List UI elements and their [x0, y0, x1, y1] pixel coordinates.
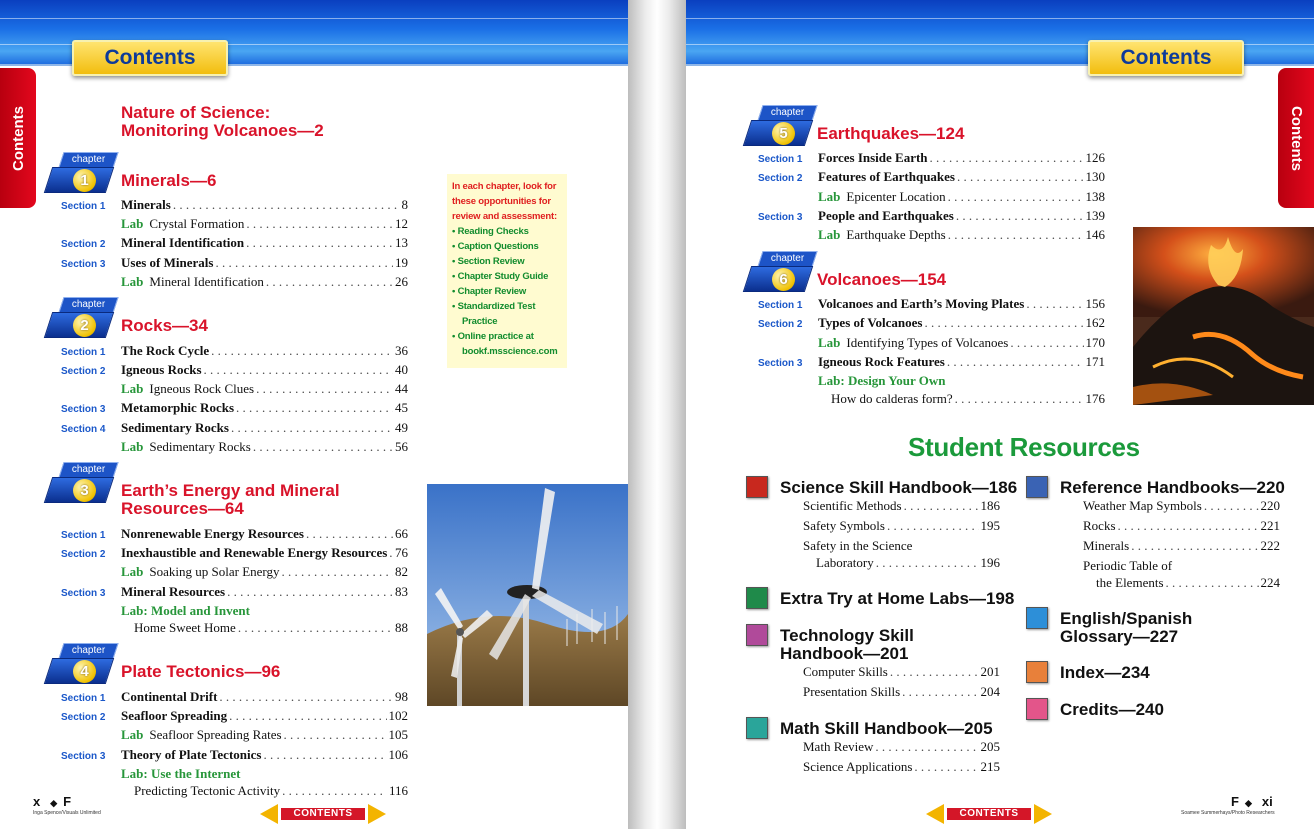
entry-title: People and Earthquakes: [818, 208, 954, 223]
entry-title: Minerals: [121, 197, 171, 212]
page-number: 82: [395, 564, 408, 579]
section-label: Section 3: [758, 358, 803, 369]
page-number: 138: [1085, 189, 1105, 204]
volcano-photo: [1133, 227, 1314, 405]
chapter-word: chapter: [71, 645, 106, 656]
page-number: 171: [1085, 354, 1105, 369]
title-line: Monitoring Volcanoes—2: [121, 121, 324, 140]
resource-entry[interactable]: [1096, 575, 1280, 593]
resource-entry[interactable]: [803, 498, 1000, 516]
page-number: 130: [1085, 169, 1105, 184]
chapter-title[interactable]: Volcanoes—154: [817, 270, 947, 289]
review-note-box: [447, 174, 567, 368]
note-item: • Standardized Test Practice: [452, 301, 536, 327]
side-tab-label: Contents: [1287, 105, 1305, 171]
lab-label: Lab: [121, 381, 144, 396]
dot-leader: [930, 150, 1084, 166]
toc-entry[interactable]: [61, 727, 408, 745]
note-item: • Online practice at bookf.msscience.com: [452, 331, 558, 357]
page-number: 126: [1085, 150, 1105, 165]
resource-color-swatch: [746, 587, 768, 609]
book-letter: F: [63, 794, 72, 809]
note-items: [452, 224, 562, 359]
entry-title: Computer Skills: [803, 664, 888, 679]
section-label: Section 1: [61, 201, 106, 212]
lab-label: Lab: [121, 439, 144, 454]
entry-title: Continental Drift: [121, 689, 218, 704]
entry-title: Seafloor Spreading: [121, 708, 228, 723]
chapter-word: chapter: [770, 253, 805, 264]
entry-title: The Rock Cycle: [121, 343, 210, 358]
dot-leader: [902, 684, 978, 700]
section-label: Section 3: [61, 259, 106, 270]
entry-title: Mineral Identification: [121, 235, 245, 250]
folio: F ◆ xi: [1231, 794, 1273, 809]
page-number: 196: [980, 555, 1000, 570]
page-number: 44: [395, 381, 408, 396]
dot-leader: [948, 227, 1084, 243]
chapter-badge: [48, 152, 118, 194]
dot-leader: [948, 189, 1084, 205]
dot-leader: [876, 555, 979, 571]
photo-credit: Soamee Summerhays/Photo Researchers: [1181, 810, 1275, 816]
next-arrow-icon[interactable]: [368, 804, 386, 824]
resource-title[interactable]: Index—234: [1060, 663, 1150, 682]
page-number: 83: [395, 584, 408, 599]
title-line: Nature of Science:: [121, 103, 271, 122]
page-number: 49: [395, 420, 408, 435]
entry-title: Scientific Methods: [803, 498, 902, 513]
page-number: 222: [1260, 538, 1280, 553]
entry-title: Igneous Rock Clues: [149, 381, 255, 396]
page-number: 205: [980, 739, 1000, 754]
resource-color-swatch: [1026, 476, 1048, 498]
chapter-word: chapter: [71, 154, 106, 165]
dot-leader: [204, 362, 393, 378]
page-number: 105: [388, 727, 408, 742]
entry-title: Sedimentary Rocks: [149, 439, 251, 454]
contents-button-label[interactable]: CONTENTS: [280, 807, 366, 821]
entry-title: Nonrenewable Energy Resources: [121, 526, 304, 541]
section-label: Section 2: [758, 319, 803, 330]
section-label: Section 2: [61, 549, 106, 560]
page-number: 12: [395, 216, 408, 231]
section-label: Section 2: [61, 712, 106, 723]
lab-heading: Lab: Use the Internet: [121, 766, 241, 781]
page-number: 139: [1085, 208, 1105, 223]
side-tab-label: Contents: [9, 105, 27, 171]
section-label: Section 4: [61, 424, 106, 435]
page-number: 66: [395, 526, 408, 541]
page-number: 201: [980, 664, 1000, 679]
chapter-badge: [747, 105, 817, 147]
lab-label: Lab: [818, 227, 841, 242]
resource-entry[interactable]: [803, 664, 1000, 682]
chapter-badge: [48, 462, 118, 504]
chapter-title[interactable]: Plate Tectonics—96: [121, 662, 281, 681]
resource-entry[interactable]: [803, 518, 1000, 536]
toc-entry[interactable]: [758, 315, 1105, 333]
chapter-title[interactable]: Rocks—34: [121, 316, 208, 335]
toc-entry[interactable]: [61, 708, 408, 726]
entry-title: Sedimentary Rocks: [121, 420, 229, 435]
resource-title[interactable]: Extra Try at Home Labs—198: [780, 589, 1015, 608]
entry-title: the Elements: [1096, 575, 1164, 590]
entry-title: Laboratory: [816, 555, 874, 570]
contents-header-label: Contents: [1120, 46, 1212, 69]
page-number: 176: [1085, 391, 1105, 406]
page-number: 162: [1085, 315, 1105, 330]
dot-leader: [284, 727, 387, 743]
page-number: 102: [388, 708, 408, 723]
toc-entry[interactable]: [61, 584, 408, 602]
entry-title: Mineral Identification: [149, 274, 264, 289]
toc-entry[interactable]: [61, 526, 408, 544]
section-label: Section 3: [61, 751, 106, 762]
dot-leader: [282, 564, 393, 580]
entry-title: Safety in the Science: [803, 538, 913, 553]
entry-title: Types of Volcanoes: [818, 315, 923, 330]
chapter-number: 5: [772, 122, 795, 145]
entry-title: Theory of Plate Tectonics: [121, 747, 262, 762]
toc-entry[interactable]: [61, 689, 408, 707]
page-number: 221: [1260, 518, 1280, 533]
toc-entry[interactable]: [758, 169, 1105, 187]
resource-color-swatch: [746, 717, 768, 739]
toc-entry[interactable]: [758, 189, 1105, 207]
entry-title: Soaking up Solar Energy: [149, 564, 280, 579]
left-page: [0, 0, 628, 829]
dot-leader: [389, 545, 393, 561]
toc-entry[interactable]: [758, 150, 1105, 168]
contents-nav-button[interactable]: [260, 802, 386, 826]
toc-entry[interactable]: [758, 391, 1105, 409]
page-number: 170: [1085, 335, 1105, 350]
page-number: 146: [1085, 227, 1105, 242]
toc-entry[interactable]: [61, 362, 408, 380]
dot-leader: [1010, 335, 1083, 351]
page-number: 36: [395, 343, 408, 358]
toc-entry[interactable]: [61, 439, 408, 457]
resource-entry[interactable]: [803, 759, 1000, 777]
chapter-number: 1: [73, 169, 96, 192]
page-number: 26: [395, 274, 408, 289]
folio: x ◆ F: [33, 794, 72, 809]
entry-title: Features of Earthquakes: [818, 169, 955, 184]
dot-leader: [238, 620, 393, 636]
entry-title: Seafloor Spreading Rates: [149, 727, 282, 742]
resource-color-swatch: [1026, 607, 1048, 629]
chapter-badge: [747, 251, 817, 293]
chapter-title[interactable]: [121, 482, 340, 518]
page-number: 215: [980, 759, 1000, 774]
resource-entry[interactable]: [1083, 498, 1280, 516]
dot-leader: [215, 255, 393, 271]
resource-title[interactable]: [780, 627, 914, 663]
resource-entry[interactable]: [1083, 518, 1280, 536]
section-label: Section 1: [61, 347, 106, 358]
section-label: Section 1: [758, 154, 803, 165]
entry-title: Uses of Minerals: [121, 255, 214, 270]
toc-entry[interactable]: [61, 274, 408, 292]
note-item: • Chapter Study Guide: [452, 271, 549, 282]
resource-color-swatch: [746, 476, 768, 498]
page-number: 88: [395, 620, 408, 635]
side-tab[interactable]: [0, 68, 36, 208]
book-letter: F: [1231, 794, 1239, 809]
lab-label: Lab: [121, 564, 144, 579]
prev-arrow-icon[interactable]: [260, 804, 278, 824]
resource-entry[interactable]: [803, 739, 1000, 757]
toc-entry[interactable]: [61, 603, 408, 621]
resource-title[interactable]: Math Skill Handbook—205: [780, 719, 993, 738]
section-label: Section 2: [61, 366, 106, 377]
page-number: 45: [395, 400, 408, 415]
entry-title: Minerals: [1083, 538, 1130, 553]
dot-leader: [925, 315, 1084, 331]
section-label: Section 3: [758, 212, 803, 223]
dot-leader: [246, 235, 393, 251]
chapter-word: chapter: [770, 107, 805, 118]
lab-heading: Lab: Model and Invent: [121, 603, 250, 618]
entry-title: Predicting Tectonic Activity: [134, 783, 281, 798]
resource-entry[interactable]: [803, 684, 1000, 702]
toc-entry[interactable]: [61, 545, 408, 563]
dot-leader: [1118, 518, 1259, 534]
title-line: Handbook—201: [780, 644, 909, 663]
title-line: English/Spanish: [1060, 609, 1193, 628]
dot-leader: [236, 400, 393, 416]
chapter-number: 3: [73, 479, 96, 502]
entry-title: Inexhaustible and Renewable Energy Resources: [121, 545, 388, 560]
dot-leader: [211, 343, 393, 359]
entry-title: Home Sweet Home: [134, 620, 236, 635]
title-line: Glossary—227: [1060, 627, 1179, 646]
contents-nav-button[interactable]: [926, 802, 1052, 826]
dot-leader: [263, 747, 386, 763]
entry-title: Weather Map Symbols: [1083, 498, 1202, 513]
dot-leader: [890, 664, 979, 680]
chapter-title[interactable]: Earthquakes—124: [817, 124, 965, 143]
dot-leader: [306, 526, 393, 542]
entry-title: Periodic Table of: [1083, 558, 1173, 573]
entry-title: Epicenter Location: [846, 189, 946, 204]
page-number: 204: [980, 684, 1000, 699]
lab-heading: Lab: Design Your Own: [818, 373, 946, 388]
prev-arrow-icon[interactable]: [926, 804, 944, 824]
nature-of-science-title[interactable]: [121, 104, 324, 140]
page-number: 195: [980, 518, 1000, 533]
entry-title: Forces Inside Earth: [818, 150, 928, 165]
page-number: 106: [388, 747, 408, 762]
page-number: 116: [388, 783, 408, 798]
chapter-number: 6: [772, 268, 795, 291]
section-label: Section 1: [61, 530, 106, 541]
right-page: [686, 0, 1314, 829]
toc-entry[interactable]: [61, 235, 408, 253]
entry-title: Crystal Formation: [149, 216, 245, 231]
toc-entry[interactable]: [758, 296, 1105, 314]
section-label: Section 2: [61, 239, 106, 250]
toc-entry[interactable]: [758, 335, 1105, 353]
toc-entry[interactable]: [61, 420, 408, 438]
section-label: Section 3: [61, 588, 106, 599]
dot-leader: [229, 708, 386, 724]
note-intro: In each chapter, look for these opportunities for review and assessment:: [452, 181, 557, 222]
entry-title: Rocks: [1083, 518, 1116, 533]
dot-leader: [914, 759, 978, 775]
chapter-number: 2: [73, 314, 96, 337]
resource-title[interactable]: Credits—240: [1060, 700, 1164, 719]
wind-turbine-photo: [427, 484, 628, 706]
section-label: Section 1: [758, 300, 803, 311]
resource-entry[interactable]: [1083, 538, 1280, 556]
chapter-word: chapter: [71, 464, 106, 475]
page-number: 76: [395, 545, 408, 560]
chapter-badge: [48, 297, 118, 339]
photo-credit: Inga Spence/Visuals Unlimited: [33, 810, 101, 816]
page-number: 220: [1260, 498, 1280, 513]
dot-leader: [219, 689, 393, 705]
page-number: 156: [1085, 296, 1105, 311]
dot-leader: [1204, 498, 1259, 514]
dot-leader: [231, 420, 393, 436]
toc-entry[interactable]: [61, 381, 408, 399]
page-number: xi: [1261, 794, 1273, 809]
resource-entry[interactable]: [1083, 558, 1280, 576]
section-label: Section 1: [61, 693, 106, 704]
chapter-title[interactable]: Minerals—6: [121, 171, 217, 190]
resource-title[interactable]: [1060, 610, 1192, 646]
lab-label: Lab: [818, 189, 841, 204]
page-number: 19: [395, 255, 408, 270]
title-line: Earth’s Energy and Mineral: [121, 481, 340, 500]
resource-title[interactable]: Science Skill Handbook—186: [780, 478, 1018, 497]
section-label: Section 3: [61, 404, 106, 415]
toc-entry[interactable]: [758, 208, 1105, 226]
resource-entry[interactable]: [803, 538, 1000, 556]
entry-title: Volcanoes and Earth’s Moving Plates: [818, 296, 1025, 311]
title-line: Technology Skill: [780, 626, 914, 645]
chapter-word: chapter: [71, 299, 106, 310]
entry-title: Metamorphic Rocks: [121, 400, 235, 415]
resource-color-swatch: [1026, 698, 1048, 720]
dot-leader: [227, 584, 393, 600]
toc-entry[interactable]: [61, 620, 408, 638]
toc-entry[interactable]: [61, 255, 408, 273]
dot-leader: [266, 274, 393, 290]
toc-entry[interactable]: [61, 400, 408, 418]
contents-header-tab: [1088, 40, 1244, 76]
dot-leader: [253, 439, 393, 455]
toc-entry[interactable]: [61, 766, 408, 784]
entry-title: Igneous Rock Features: [818, 354, 945, 369]
dot-leader: [947, 354, 1084, 370]
section-label: Section 2: [758, 173, 803, 184]
page-number: 224: [1260, 575, 1280, 590]
toc-entry[interactable]: [758, 373, 1105, 391]
toc-entry[interactable]: [758, 354, 1105, 372]
dot-leader: [173, 197, 400, 213]
resource-title[interactable]: Reference Handbooks—220: [1060, 478, 1285, 497]
note-item: • Caption Questions: [452, 241, 539, 252]
entry-title: How do calderas form?: [831, 391, 953, 406]
page-number: 186: [980, 498, 1000, 513]
dot-leader: [887, 518, 979, 534]
lab-label: Lab: [121, 274, 144, 289]
dot-leader: [256, 381, 393, 397]
toc-entry[interactable]: [61, 197, 408, 215]
note-item: • Chapter Review: [452, 286, 527, 297]
side-tab[interactable]: [1278, 68, 1314, 208]
contents-header-label: Contents: [104, 46, 196, 69]
entry-title: Math Review: [803, 739, 874, 754]
dot-leader: [904, 498, 979, 514]
dot-leader: [957, 169, 1084, 185]
entry-title: Igneous Rocks: [121, 362, 202, 377]
toc-entry[interactable]: [61, 747, 408, 765]
title-line: Resources—64: [121, 499, 244, 518]
page-number: 98: [395, 689, 408, 704]
resource-color-swatch: [746, 624, 768, 646]
toc-entry[interactable]: [61, 564, 408, 582]
note-item: • Section Review: [452, 256, 525, 267]
page-gutter: [628, 0, 686, 829]
entry-title: Identifying Types of Volcanoes: [846, 335, 1009, 350]
resource-entry[interactable]: [816, 555, 1000, 573]
toc-entry[interactable]: [61, 783, 408, 801]
lab-label: Lab: [121, 727, 144, 742]
page-number: 8: [401, 197, 408, 212]
dot-leader: [282, 783, 387, 799]
note-item: • Reading Checks: [452, 226, 529, 237]
page-number: 40: [395, 362, 408, 377]
entry-title: Safety Symbols: [803, 518, 885, 533]
dot-leader: [1131, 538, 1258, 554]
toc-entry[interactable]: [758, 227, 1105, 245]
dot-leader: [1166, 575, 1259, 591]
dot-leader: [246, 216, 393, 232]
page-number: 56: [395, 439, 408, 454]
toc-entry[interactable]: [61, 343, 408, 361]
entry-title: Science Applications: [803, 759, 913, 774]
student-resources-heading: Student Resources: [908, 432, 1140, 462]
contents-button-label[interactable]: CONTENTS: [946, 807, 1032, 821]
entry-title: Mineral Resources: [121, 584, 226, 599]
chapter-number: 4: [73, 660, 96, 683]
contents-header-tab: [72, 40, 228, 76]
entry-title: Presentation Skills: [803, 684, 901, 699]
entry-title: Earthquake Depths: [846, 227, 946, 242]
chapter-badge: [48, 643, 118, 685]
page-number: x: [33, 794, 41, 809]
toc-entry[interactable]: [61, 216, 408, 234]
dot-leader: [1026, 296, 1083, 312]
lab-label: Lab: [818, 335, 841, 350]
resource-color-swatch: [1026, 661, 1048, 683]
page-number: 13: [395, 235, 408, 250]
dot-leader: [875, 739, 978, 755]
dot-leader: [956, 208, 1084, 224]
lab-label: Lab: [121, 216, 144, 231]
dot-leader: [955, 391, 1084, 407]
next-arrow-icon[interactable]: [1034, 804, 1052, 824]
